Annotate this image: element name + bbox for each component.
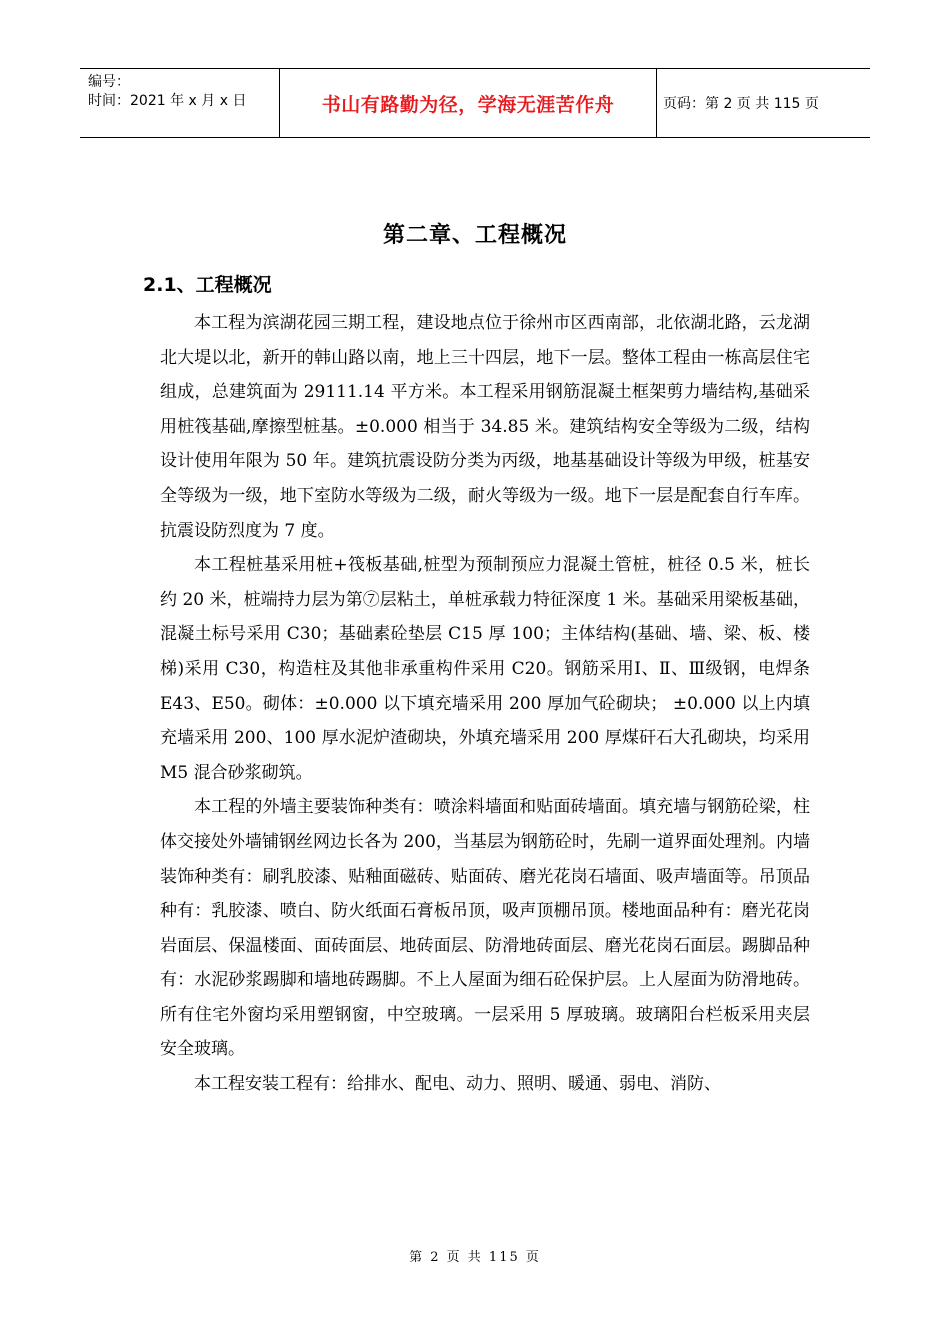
paragraph: 本工程的外墙主要装饰种类有：喷涂料墙面和贴面砖墙面。填充墙与钢筋砼梁，柱体交接处外墙铺钢丝网边长各为 200，当基层为钢筋砼时，先刷一道界面处理剂。内墙装饰种类有：刷乳胶漆、贴釉面磁砖、贴面砖、磨光花岗石墙面、吸声墙面等。吊顶品种有：乳胶漆、喷白、防火纸面石膏板吊顶，吸声顶棚吊顶。楼地面品种有：磨光花岗岩面层、保温楼面、面砖面层、地砖面层、防滑地砖面层、磨光花岗石面层。踢脚品种有：水泥砂浆踢脚和墙地砖踢脚。不上人屋面为细石砼保护层。上人屋面为防滑地砖。所有住宅外窗均采用塑钢窗，中空玻璃。一层采用 5 厚玻璃。玻璃阳台栏板采用夹层安全玻璃。 xyxy=(160,797,810,1060)
document-time-label: 时间：2021 年 x 月 x 日 xyxy=(88,93,247,109)
section-title: 2.1、工程概况 xyxy=(143,274,272,296)
header-meta xyxy=(80,69,280,137)
paragraph: 本工程为滨湖花园三期工程，建设地点位于徐州市区西南部，北依湖北路，云龙湖北大堤以北，新开的韩山路以南，地上三十四层，地下一层。整体工程由一栋高层住宅组成，总建筑面为 29111.14 平方米。本工程采用钢筋混凝土框架剪力墙结构,基础采用桩筏基础,摩擦型桩基。±0.000 相当于 34.85 米。建筑结构安全等级为二级，结构设计使用年限为 50 年。建筑抗震设防分类为丙级，地基基础设计等级为甲级，桩基安全等级为一级，地下室防水等级为二级，耐火等级为一级。地下一层是配套自行车库。抗震设防烈度为 7 度。 xyxy=(160,313,810,541)
body-text xyxy=(160,306,810,1102)
paragraph: 本工程安装工程有：给排水、配电、动力、照明、暖通、弱电、消防、 xyxy=(194,1074,721,1095)
paragraph: 本工程桩基采用桩+筏板基础,桩型为预制预应力混凝土管桩，桩径 0.5 米，桩长约 20 米，桩端持力层为第⑦层粘土，单桩承载力特征深度 1 米。基础采用梁板基础，混凝土标号采用 C30；基础素砼垫层 C15 厚 100；主体结构(基础、墙、梁、板、楼梯)采用 C30，构造柱及其他非承重构件采用 C20。钢筋采用Ⅰ、Ⅱ、Ⅲ级钢，电焊条 E43、E50。砌体：±0.000 以下填充墙采用 200 厚加气砼砌块； ±0.000 以上内填充墙采用 200、100 厚水泥炉渣砌块，外填充墙采用 200 厚煤矸石大孔砌块，均采用 M5 混合砂浆砌筑。 xyxy=(160,555,810,783)
page-footer: 第 2 页 共 115 页 xyxy=(409,1250,541,1265)
document-number-label: 编号： xyxy=(88,74,130,90)
page-header xyxy=(80,68,870,138)
header-page-info: 页码：第 2 页 共 115 页 xyxy=(663,96,819,112)
header-motto: 书山有路勤为径，学海无涯苦作舟 xyxy=(280,69,657,137)
chapter-title: 第二章、工程概况 xyxy=(382,223,567,248)
